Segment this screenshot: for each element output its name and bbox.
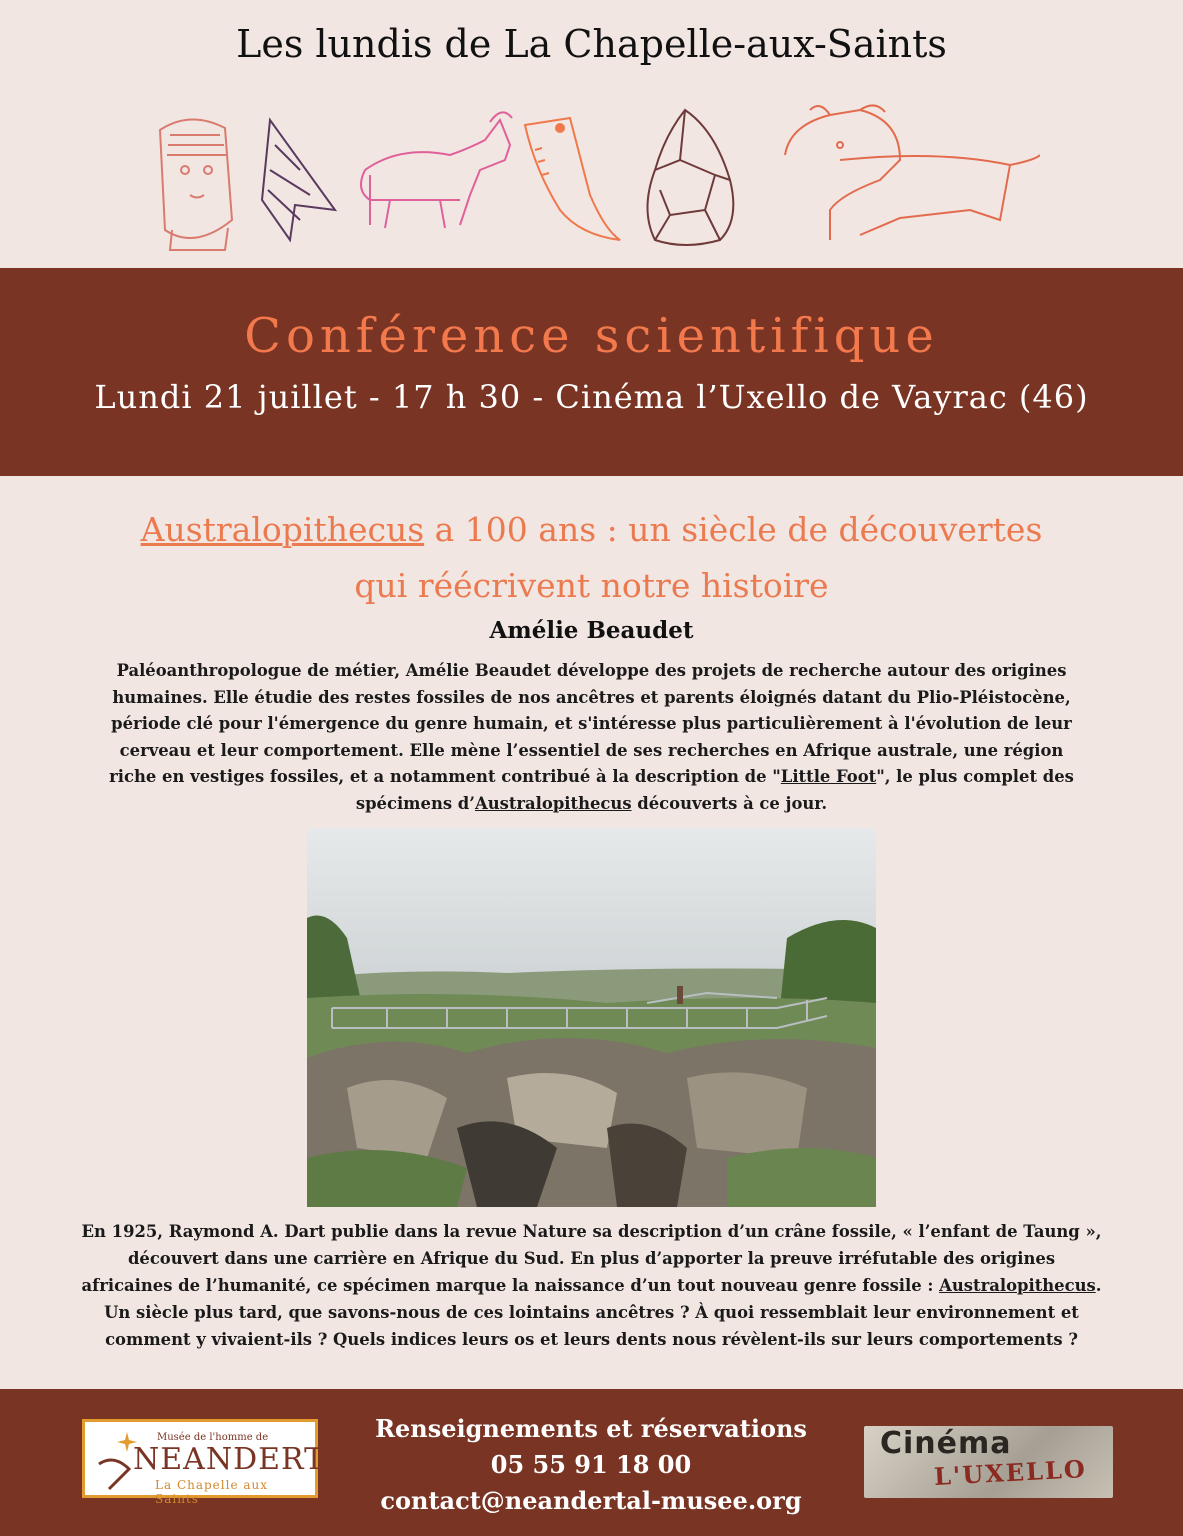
venus-head-icon: [160, 119, 232, 250]
footer: [0, 1389, 1183, 1536]
bio-text-3: découverts à ce jour.: [631, 793, 828, 813]
contact-email[interactable]: contact@neandertal-musee.org: [380, 1486, 802, 1515]
speaker-bio: [100, 658, 1083, 817]
desc-text-2: . Un siècle plus tard, que savons-nous de ces lointains ancêtres ? À quoi ressemblait leur environnement et comment y vivaient-ils ? Quels indices leurs os et leurs dents nous révèlent-ils sur leurs comportements ?: [104, 1276, 1102, 1349]
conference-banner: [0, 268, 1183, 476]
australopithecus-genus-link[interactable]: Australopithecus: [939, 1276, 1096, 1295]
contact-title: Renseignements et réservations: [375, 1414, 807, 1443]
talk-title-line2: qui réécrivent notre histoire: [354, 566, 829, 605]
talk-title: [60, 502, 1123, 614]
cinema-logo-line1: Cinéma: [880, 1426, 1012, 1461]
biface-icon: [648, 110, 734, 245]
talk-title-link[interactable]: Australopithecus: [140, 510, 425, 549]
neandertal-museum-logo: [82, 1419, 368, 1506]
logo-small-text: Musée de l'homme de: [157, 1432, 269, 1443]
cinema-uxello-logo: [864, 1426, 1113, 1498]
bio-text-1: Paléoanthropologue de métier, Amélie Beaudet développe des projets de recherche autour des origines humaines. Elle étudie des restes fossiles de nos ancêtres et parents éloignés datant du Plio-Pléistocène, période clé pour l'émergence du genre humain, et s'intéresse plus particulièrement à l'évolution de leur cerveau et leur comportement. Elle mène l’essentiel de ses recherches en Afrique australe, une région riche en vestiges fossiles, et a notamment contribué à la description de ": [109, 661, 1072, 786]
contact-block: [341, 1411, 841, 1519]
excavation-site-photo: [307, 828, 876, 1207]
bio-text-2: ", le plus complet des spécimens d’: [355, 767, 1074, 813]
little-foot-link[interactable]: Little Foot: [780, 767, 877, 786]
talk-title-line1: a 100 ans : un siècle de découvertes: [424, 510, 1043, 549]
prehistoric-illustrations: [140, 100, 1040, 260]
australopithecus-link[interactable]: Australopithecus: [474, 793, 632, 813]
cinema-logo-line2: L'UXELLO: [933, 1454, 1088, 1491]
ibex-icon: [361, 112, 512, 228]
page-header-title: Les lundis de La Chapelle-aux-Saints: [236, 22, 947, 66]
contact-phone[interactable]: 05 55 91 18 00: [490, 1450, 692, 1479]
conference-title: Conférence scientifique: [244, 308, 939, 364]
desc-text-1: En 1925, Raymond A. Dart publie dans la revue Nature sa description d’un crâne fossile, « l’enfant de Taung », découvert dans une carrière en Afrique du Sud. En plus d’apporter la preuve irréfutable des origines africaines de l’humanité, ce spécimen marque la naissance d’un tout nouveau genre fossile :: [81, 1222, 1102, 1295]
speaker-name: Amélie Beaudet: [489, 617, 694, 644]
logo-big-text: NEANDERTAL: [133, 1442, 368, 1477]
talk-description: [80, 1218, 1103, 1353]
bison-icon: [785, 105, 1040, 240]
logo-sub-text: La Chapelle aux Saints: [155, 1478, 269, 1506]
conference-date-line: Lundi 21 juillet - 17 h 30 - Cinéma l’Uxello de Vayrac (46): [94, 378, 1089, 416]
arrowhead-icon: [262, 120, 335, 240]
tooth-pendant-icon: [525, 118, 620, 240]
